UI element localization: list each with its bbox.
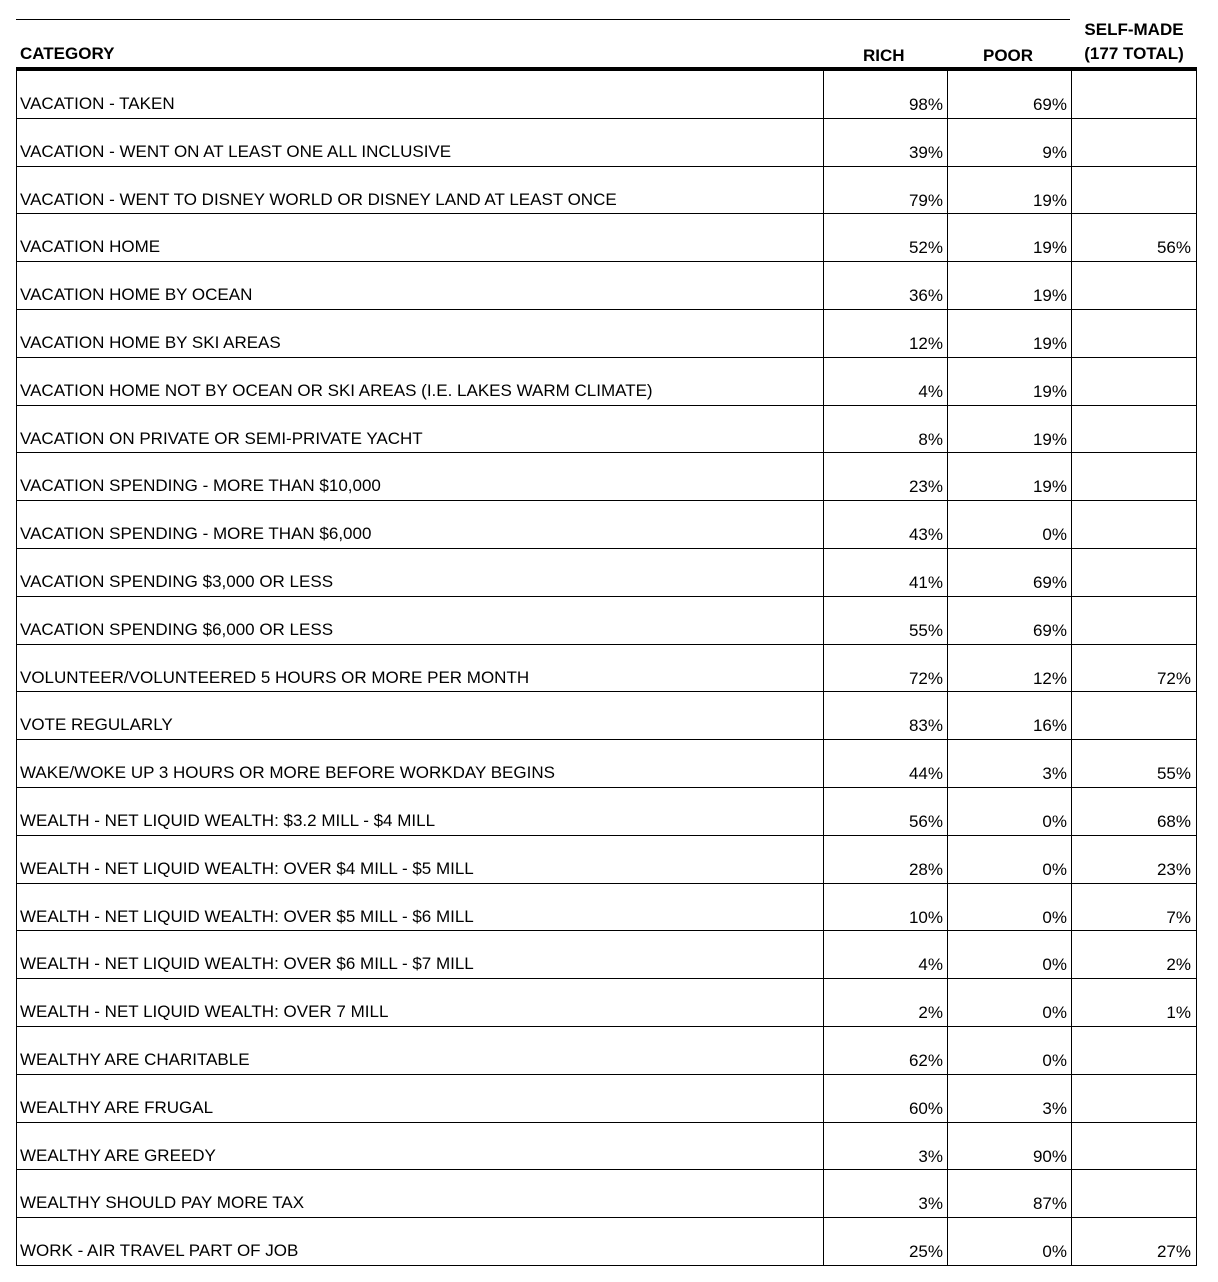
self-made-cell: 56% [1071,214,1195,261]
poor-cell: 3% [947,740,1071,787]
category-cell: VACATION - TAKEN [20,94,175,113]
category-cell: WEALTH - NET LIQUID WEALTH: OVER 7 MILL [20,1002,389,1022]
self-made-cell [1071,1123,1195,1170]
poor-cell: 87% [947,1170,1071,1217]
rich-cell: 8% [823,406,947,453]
category-cell: WEALTH - NET LIQUID WEALTH: OVER $5 MILL - $6 MILL [20,906,474,926]
self-made-cell [1071,262,1195,309]
rich-cell: 10% [823,884,947,931]
self-made-cell [1071,358,1195,405]
poor-cell: 19% [947,214,1071,261]
self-made-cell [1071,119,1195,166]
category-cell: WEALTH - NET LIQUID WEALTH: $3.2 MILL - $4 MILL [20,810,436,830]
rich-cell: 28% [823,836,947,883]
table-row [16,979,1197,1027]
self-made-cell: 7% [1071,884,1195,931]
category-cell: VACATION SPENDING - MORE THAN $10,000 [20,476,381,496]
rich-cell: 3% [823,1123,947,1170]
table-row [16,884,1197,932]
self-made-cell: 68% [1071,788,1195,835]
rich-cell: 83% [823,692,947,739]
header-category: CATEGORY [20,44,115,63]
category-cell: VACATION - WENT TO DISNEY WORLD OR DISNEY LAND AT LEAST ONCE [20,189,617,209]
rich-cell: 62% [823,1027,947,1074]
self-made-cell [1071,692,1195,739]
self-made-cell [1071,597,1195,644]
table-row [16,358,1197,406]
category-cell: WAKE/WOKE UP 3 HOURS OR MORE BEFORE WORKDAY BEGINS [20,763,555,783]
self-made-cell: 27% [1071,1218,1195,1265]
poor-cell: 19% [947,167,1071,214]
poor-cell: 3% [947,1075,1071,1122]
poor-cell: 19% [947,310,1071,357]
rich-cell: 39% [823,119,947,166]
category-cell: WEALTHY ARE FRUGAL [20,1097,214,1117]
table-row [16,453,1197,501]
poor-cell: 0% [947,788,1071,835]
table-row [16,1075,1197,1123]
category-cell: VACATION SPENDING $3,000 OR LESS [20,571,334,591]
self-made-cell [1071,167,1195,214]
self-made-cell: 23% [1071,836,1195,883]
self-made-cell: 72% [1071,645,1195,692]
poor-cell: 0% [947,501,1071,548]
self-made-cell [1071,501,1195,548]
table-row [16,836,1197,884]
category-cell: WEALTH - NET LIQUID WEALTH: OVER $4 MILL - $5 MILL [20,858,474,878]
table-row [16,1218,1197,1266]
self-made-cell: 1% [1071,979,1195,1026]
self-made-cell [1071,549,1195,596]
poor-cell: 19% [947,262,1071,309]
rich-cell: 4% [823,358,947,405]
self-made-cell [1071,453,1195,500]
self-made-cell [1071,1027,1195,1074]
table-row [16,645,1197,693]
category-cell: WEALTHY ARE CHARITABLE [20,1049,250,1069]
category-cell: VACATION HOME BY SKI AREAS [20,332,281,352]
self-made-cell [1071,310,1195,357]
rich-cell: 3% [823,1170,947,1217]
self-made-cell [1071,1170,1195,1217]
self-made-cell: 2% [1071,931,1195,978]
header-self-made: SELF-MADE [1084,20,1184,39]
self-made-cell [1071,406,1195,453]
rich-cell: 98% [823,71,947,118]
table-row [16,692,1197,740]
table-row [16,597,1197,645]
table-row [16,71,1197,119]
table-row [16,119,1197,167]
table-row [16,167,1197,215]
poor-cell: 12% [947,645,1071,692]
poor-cell: 0% [947,931,1071,978]
self-made-cell [1071,1075,1195,1122]
table-row [16,1170,1197,1218]
table-row [16,1123,1197,1171]
table-row [16,740,1197,788]
table-row [16,501,1197,549]
rich-cell: 43% [823,501,947,548]
poor-cell: 69% [947,71,1071,118]
table-row [16,549,1197,597]
data-table [16,71,1197,1266]
table-row [16,406,1197,454]
rich-cell: 55% [823,597,947,644]
poor-cell: 16% [947,692,1071,739]
rich-cell: 44% [823,740,947,787]
header-rich: RICH [863,46,905,65]
poor-cell: 0% [947,884,1071,931]
rich-cell: 36% [823,262,947,309]
poor-cell: 0% [947,1027,1071,1074]
category-cell: VACATION ON PRIVATE OR SEMI-PRIVATE YACHT [20,428,423,448]
rich-cell: 79% [823,167,947,214]
rich-cell: 4% [823,931,947,978]
table-row [16,262,1197,310]
category-cell: VACATION HOME NOT BY OCEAN OR SKI AREAS (I.E. LAKES WARM CLIMATE) [20,380,653,400]
poor-cell: 90% [947,1123,1071,1170]
category-cell: VACATION - WENT ON AT LEAST ONE ALL INCLUSIVE [20,141,452,161]
rich-cell: 41% [823,549,947,596]
table-row [16,931,1197,979]
table-row [16,788,1197,836]
self-made-cell [1071,71,1195,118]
table-row [16,1027,1197,1075]
poor-cell: 19% [947,406,1071,453]
category-cell: WEALTH - NET LIQUID WEALTH: OVER $6 MILL - $7 MILL [20,954,474,974]
poor-cell: 69% [947,549,1071,596]
category-cell: VOTE REGULARLY [20,715,173,735]
rich-cell: 56% [823,788,947,835]
rich-cell: 2% [823,979,947,1026]
table-row [16,214,1197,262]
poor-cell: 69% [947,597,1071,644]
category-cell: VACATION SPENDING - MORE THAN $6,000 [20,524,372,544]
rich-cell: 60% [823,1075,947,1122]
category-cell: VACATION HOME BY OCEAN [20,285,253,305]
rich-cell: 72% [823,645,947,692]
poor-cell: 0% [947,1218,1071,1265]
poor-cell: 19% [947,453,1071,500]
category-cell: VOLUNTEER/VOLUNTEERED 5 HOURS OR MORE PER MONTH [20,667,530,687]
poor-cell: 0% [947,979,1071,1026]
header-self-made-total: (177 TOTAL) [1084,44,1184,63]
top-rule [16,19,1070,20]
category-cell: WEALTHY ARE GREEDY [20,1145,216,1165]
rich-cell: 52% [823,214,947,261]
category-cell: WORK - AIR TRAVEL PART OF JOB [20,1241,299,1261]
rich-cell: 25% [823,1218,947,1265]
header-poor: POOR [983,46,1034,65]
category-cell: VACATION HOME [20,237,161,257]
poor-cell: 19% [947,358,1071,405]
category-cell: WEALTHY SHOULD PAY MORE TAX [20,1193,305,1213]
self-made-cell: 55% [1071,740,1195,787]
rich-cell: 23% [823,453,947,500]
category-cell: VACATION SPENDING $6,000 OR LESS [20,619,334,639]
poor-cell: 9% [947,119,1071,166]
rich-cell: 12% [823,310,947,357]
table-row [16,310,1197,358]
poor-cell: 0% [947,836,1071,883]
